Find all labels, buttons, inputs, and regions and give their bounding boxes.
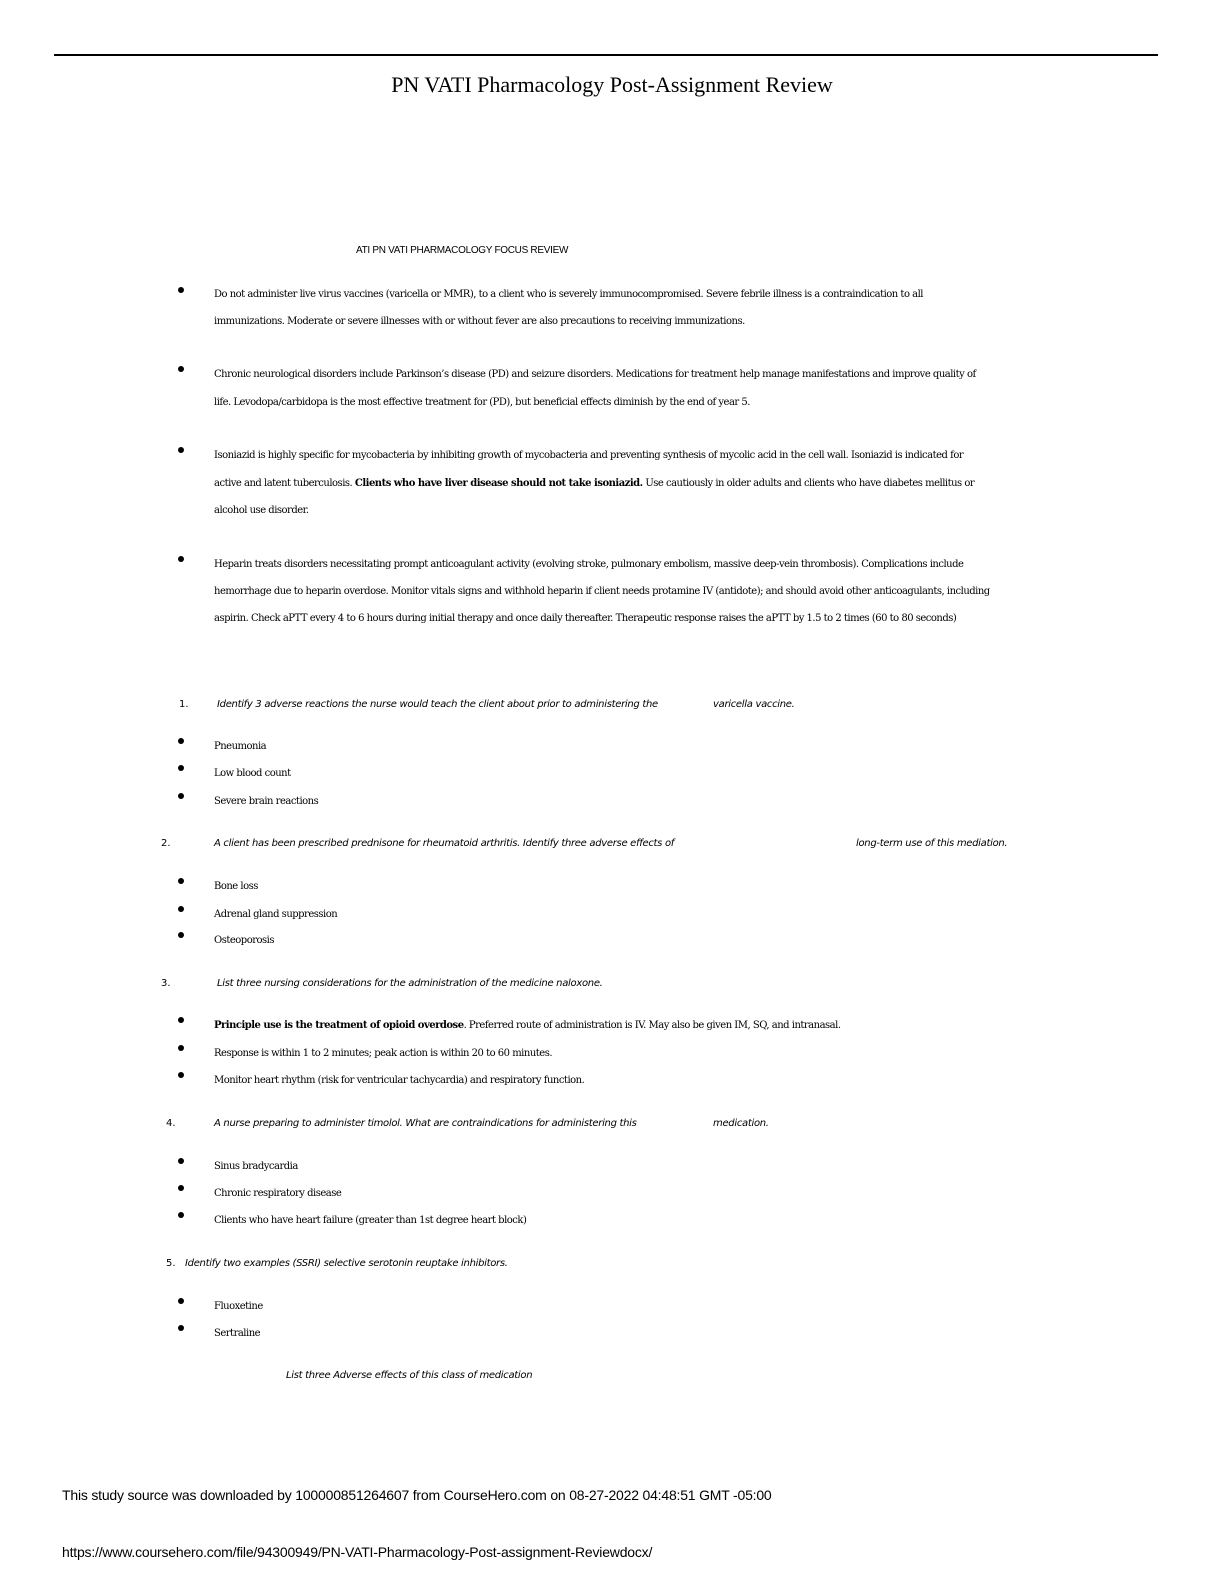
- answer-item: Fluoxetine: [214, 1301, 263, 1312]
- bullet-icon: [178, 1212, 184, 1218]
- answer-item: Bone loss: [214, 881, 258, 892]
- bullet-icon: [178, 447, 184, 453]
- question-5-text: Identify two examples (SSRI) selective serotonin reuptake inhibitors.: [185, 1258, 508, 1269]
- bullet-icon: [178, 906, 184, 912]
- answer-item: [214, 1020, 841, 1031]
- download-source-note: This study source was downloaded by 100000851264607 from CourseHero.com on 08-27-2022 04:48:51 GMT -05:00: [62, 1487, 772, 1503]
- summary-neuro-line-1: Chronic neurological disorders include Parkinson’s disease (PD) and seizure disorders. Medications for treatment help manage manifestations and improve quality of: [214, 369, 976, 380]
- bullet-icon: [178, 793, 184, 799]
- question-3-number: 3.: [161, 978, 171, 989]
- answer-item: Clients who have heart failure (greater than 1st degree heart block): [214, 1215, 527, 1226]
- answer-item: Sertraline: [214, 1328, 261, 1339]
- question-2-text: A client has been prescribed prednisone for rheumatoid arthritis. Identify three adverse effects of: [214, 838, 674, 849]
- focus-review-heading: ATI PN VATI PHARMACOLOGY FOCUS REVIEW: [356, 245, 569, 256]
- naloxone-use-text: . Preferred route of administration is IV. May also be given IM, SQ, and intranasal.: [463, 1020, 841, 1031]
- bullet-icon: [178, 1325, 184, 1331]
- summary-isoniazid-line-1: Isoniazid is highly specific for mycobacteria by inhibiting growth of mycobacteria and preventing synthesis of mycolic acid in the cell wall. Isoniazid is indicated for: [214, 450, 964, 461]
- isoniazid-warning-bold: Clients who have liver disease should not take isoniazid.: [354, 478, 643, 489]
- bullet-icon: [178, 366, 184, 372]
- answer-item: Chronic respiratory disease: [214, 1188, 342, 1199]
- question-4-text-cont: medication.: [713, 1118, 769, 1129]
- isoniazid-text-a: active and latent tuberculosis.: [214, 478, 355, 489]
- naloxone-use-bold: Principle use is the treatment of opioid overdose: [214, 1020, 464, 1031]
- answer-item: Severe brain reactions: [214, 796, 319, 807]
- summary-isoniazid-line-3: alcohol use disorder.: [214, 505, 309, 516]
- question-2-text-cont: long-term use of this mediation.: [856, 838, 1008, 849]
- top-rule: [54, 54, 1158, 56]
- bullet-icon: [178, 932, 184, 938]
- question-2-number: 2.: [161, 838, 171, 849]
- summary-heparin-line-3: aspirin. Check aPTT every 4 to 6 hours during initial therapy and once daily thereafter. Therapeutic response raises the aPTT by 1.5 to 2 times (60 to 80 seconds): [214, 613, 957, 624]
- page-title: PN VATI Pharmacology Post-Assignment Review: [391, 72, 833, 97]
- answer-item: Osteoporosis: [214, 935, 274, 946]
- summary-heparin-line-2: hemorrhage due to heparin overdose. Monitor vitals signs and withhold heparin if client needs protamine IV (antidote); and should avoid other anticoagulants, including: [214, 586, 990, 597]
- answer-item: Response is within 1 to 2 minutes; peak action is within 20 to 60 minutes.: [214, 1048, 553, 1059]
- summary-heparin-line-1: Heparin treats disorders necessitating prompt anticoagulant activity (evolving stroke, pulmonary embolism, massive deep-vein thrombosis). Complications include: [214, 559, 964, 570]
- question-5-followup: List three Adverse effects of this class of medication: [286, 1370, 533, 1381]
- isoniazid-text-b: Use cautiously in older adults and clients who have diabetes mellitus or: [642, 478, 975, 489]
- bullet-icon: [178, 1158, 184, 1164]
- bullet-icon: [178, 287, 184, 293]
- answer-item: Adrenal gland suppression: [214, 909, 338, 920]
- summary-vaccines-line-2: immunizations. Moderate or severe illnesses with or without fever are also precautions to receiving immunizations.: [214, 316, 745, 327]
- answer-item: Sinus bradycardia: [214, 1161, 298, 1172]
- summary-neuro-line-2: life. Levodopa/carbidopa is the most effective treatment for (PD), but beneficial effects diminish by the end of year 5.: [214, 397, 750, 408]
- question-4-number: 4.: [166, 1118, 176, 1129]
- bullet-icon: [178, 738, 184, 744]
- question-3-text: List three nursing considerations for the administration of the medicine naloxone.: [217, 978, 603, 989]
- summary-vaccines-line-1: Do not administer live virus vaccines (varicella or MMR), to a client who is severely immunocompromised. Severe febrile illness is a contraindication to all: [214, 289, 924, 300]
- bullet-icon: [178, 1045, 184, 1051]
- question-1-text-cont: varicella vaccine.: [713, 699, 795, 710]
- question-5-number: 5.: [166, 1258, 176, 1269]
- bullet-icon: [178, 1072, 184, 1078]
- question-1-text: Identify 3 adverse reactions the nurse would teach the client about prior to administering the: [217, 699, 658, 710]
- bullet-icon: [178, 1017, 184, 1023]
- bullet-icon: [178, 765, 184, 771]
- question-4-text: A nurse preparing to administer timolol. What are contraindications for administering this: [214, 1118, 637, 1129]
- answer-item: Monitor heart rhythm (risk for ventricular tachycardia) and respiratory function.: [214, 1075, 585, 1086]
- question-1-number: 1.: [179, 699, 189, 710]
- source-url-link[interactable]: https://www.coursehero.com/file/94300949/PN-VATI-Pharmacology-Post-assignment-Reviewdocx/: [62, 1544, 653, 1560]
- summary-isoniazid-line-2: [214, 478, 974, 489]
- bullet-icon: [178, 1185, 184, 1191]
- answer-item: Pneumonia: [214, 741, 267, 752]
- bullet-icon: [178, 878, 184, 884]
- answer-item: Low blood count: [214, 768, 291, 779]
- bullet-icon: [178, 556, 184, 562]
- bullet-icon: [178, 1298, 184, 1304]
